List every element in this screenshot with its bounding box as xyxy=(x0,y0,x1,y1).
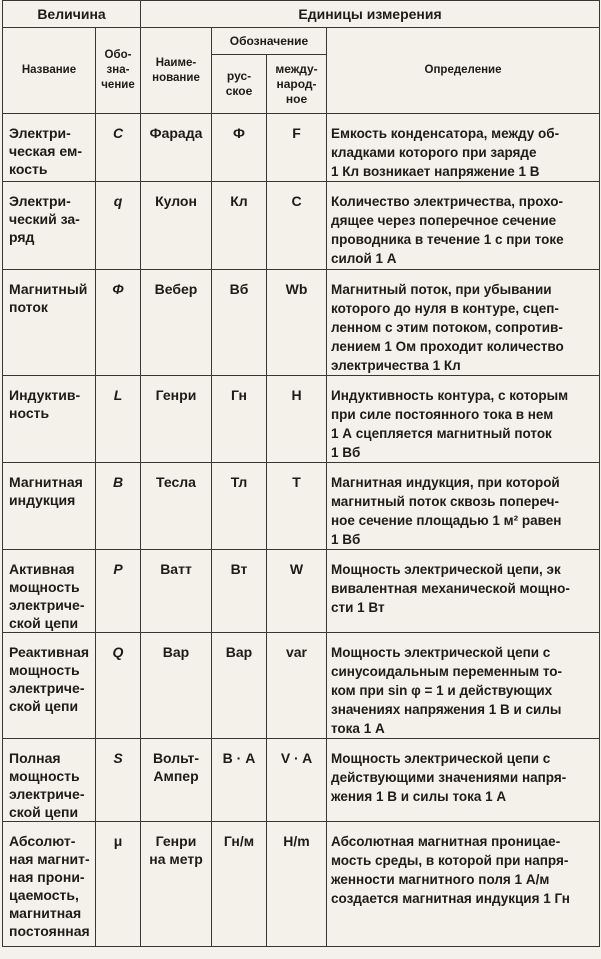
quantity-name: Реактивная мощность электриче- ской цепи xyxy=(3,633,96,739)
quantity-name: Полная мощность электриче- ской цепи xyxy=(3,739,96,822)
unit-international: H/m xyxy=(267,822,327,947)
unit-russian: Вар xyxy=(212,633,267,739)
table-row xyxy=(3,376,600,463)
unit-definition: Количество электричества, прохо- дящее через поперечное сечение проводника в течение 1 с при токе силой 1 А xyxy=(327,182,600,270)
quantity-name: Абсолют- ная магнит- ная прони- цаемость, магнитная постоянная xyxy=(3,822,96,947)
unit-name: Вебер xyxy=(141,270,212,376)
unit-name: Генри на метр xyxy=(141,822,212,947)
header-definition: Определение xyxy=(327,28,600,114)
unit-name: Кулон xyxy=(141,182,212,270)
quantity-name: Индуктив- ность xyxy=(3,376,96,463)
quantity-name: Магнитная индукция xyxy=(3,463,96,550)
unit-name: Генри xyxy=(141,376,212,463)
unit-name: Тесла xyxy=(141,463,212,550)
unit-russian: Ф xyxy=(212,114,267,182)
table-row xyxy=(3,270,600,376)
header-symbol: Обо- зна- чение xyxy=(96,28,141,114)
unit-definition: Мощность электрической цепи, эк вивалентная механической мощно- сти 1 Вт xyxy=(327,550,600,633)
table-row xyxy=(3,550,600,633)
quantity-symbol: B xyxy=(96,463,141,550)
table-row xyxy=(3,114,600,182)
unit-international: Wb xyxy=(267,270,327,376)
table-row xyxy=(3,739,600,822)
quantity-symbol: Q xyxy=(96,633,141,739)
quantity-name: Электри- ческий за- ряд xyxy=(3,182,96,270)
unit-russian: Тл xyxy=(212,463,267,550)
unit-russian: Гн/м xyxy=(212,822,267,947)
unit-definition: Мощность электрической цепи с действующими значениями напря- жения 1 В и силы тока 1 А xyxy=(327,739,600,822)
unit-russian: Вб xyxy=(212,270,267,376)
quantity-symbol: μ xyxy=(96,822,141,947)
table-row xyxy=(3,463,600,550)
unit-definition: Индуктивность контура, с которым при силе постоянного тока в нем 1 А сцепляется магнитный поток 1 Вб xyxy=(327,376,600,463)
unit-name: Вар xyxy=(141,633,212,739)
header-name: Название xyxy=(3,28,96,114)
table-row xyxy=(3,633,600,739)
unit-definition: Емкость конденсатора, между об- кладками которого при заряде 1 Кл возникает напряжение 1 В xyxy=(327,114,600,182)
unit-name: Вольт- Ампер xyxy=(141,739,212,822)
quantity-symbol: C xyxy=(96,114,141,182)
unit-russian: В · А xyxy=(212,739,267,822)
header-russian: рус- ское xyxy=(212,55,267,114)
header-units: Единицы измерения xyxy=(141,1,600,28)
quantity-name: Магнитный поток xyxy=(3,270,96,376)
quantity-symbol: Φ xyxy=(96,270,141,376)
unit-international: C xyxy=(267,182,327,270)
unit-russian: Кл xyxy=(212,182,267,270)
unit-definition: Магнитный поток, при убывании которого до нуля в контуре, сцеп- ленном с этим потоком, сопротив- лением 1 Ом проходит количество электричества 1 Кл xyxy=(327,270,600,376)
unit-russian: Гн xyxy=(212,376,267,463)
unit-definition: Абсолютная магнитная проницае- мость среды, в которой при напря- женности магнитного поля 1 А/м создается магнитная индукция 1 Гн xyxy=(327,822,600,947)
quantity-symbol: S xyxy=(96,739,141,822)
unit-international: V · A xyxy=(267,739,327,822)
unit-international: W xyxy=(267,550,327,633)
header-designation: Обозначение xyxy=(212,28,327,55)
unit-international: F xyxy=(267,114,327,182)
quantity-symbol: q xyxy=(96,182,141,270)
quantity-name: Активная мощность электриче- ской цепи xyxy=(3,550,96,633)
quantity-symbol: P xyxy=(96,550,141,633)
unit-russian: Вт xyxy=(212,550,267,633)
unit-international: H xyxy=(267,376,327,463)
quantity-symbol: L xyxy=(96,376,141,463)
table-row xyxy=(3,182,600,270)
units-table xyxy=(2,0,600,947)
unit-definition: Магнитная индукция, при которой магнитный поток сквозь попереч- ное сечение площадью 1 м² равен 1 Вб xyxy=(327,463,600,550)
quantity-name: Электри- ческая ем- кость xyxy=(3,114,96,182)
unit-international: T xyxy=(267,463,327,550)
header-unit-name: Наиме- нование xyxy=(141,28,212,114)
unit-definition: Мощность электрической цепи с синусоидальным переменным то- ком при sin φ = 1 и действующих значениях напряжения 1 В и силы тока 1 А xyxy=(327,633,600,739)
unit-name: Ватт xyxy=(141,550,212,633)
header-quantity: Величина xyxy=(3,1,141,28)
unit-name: Фарада xyxy=(141,114,212,182)
header-international: между- народ- ное xyxy=(267,55,327,114)
table-row xyxy=(3,822,600,947)
unit-international: var xyxy=(267,633,327,739)
